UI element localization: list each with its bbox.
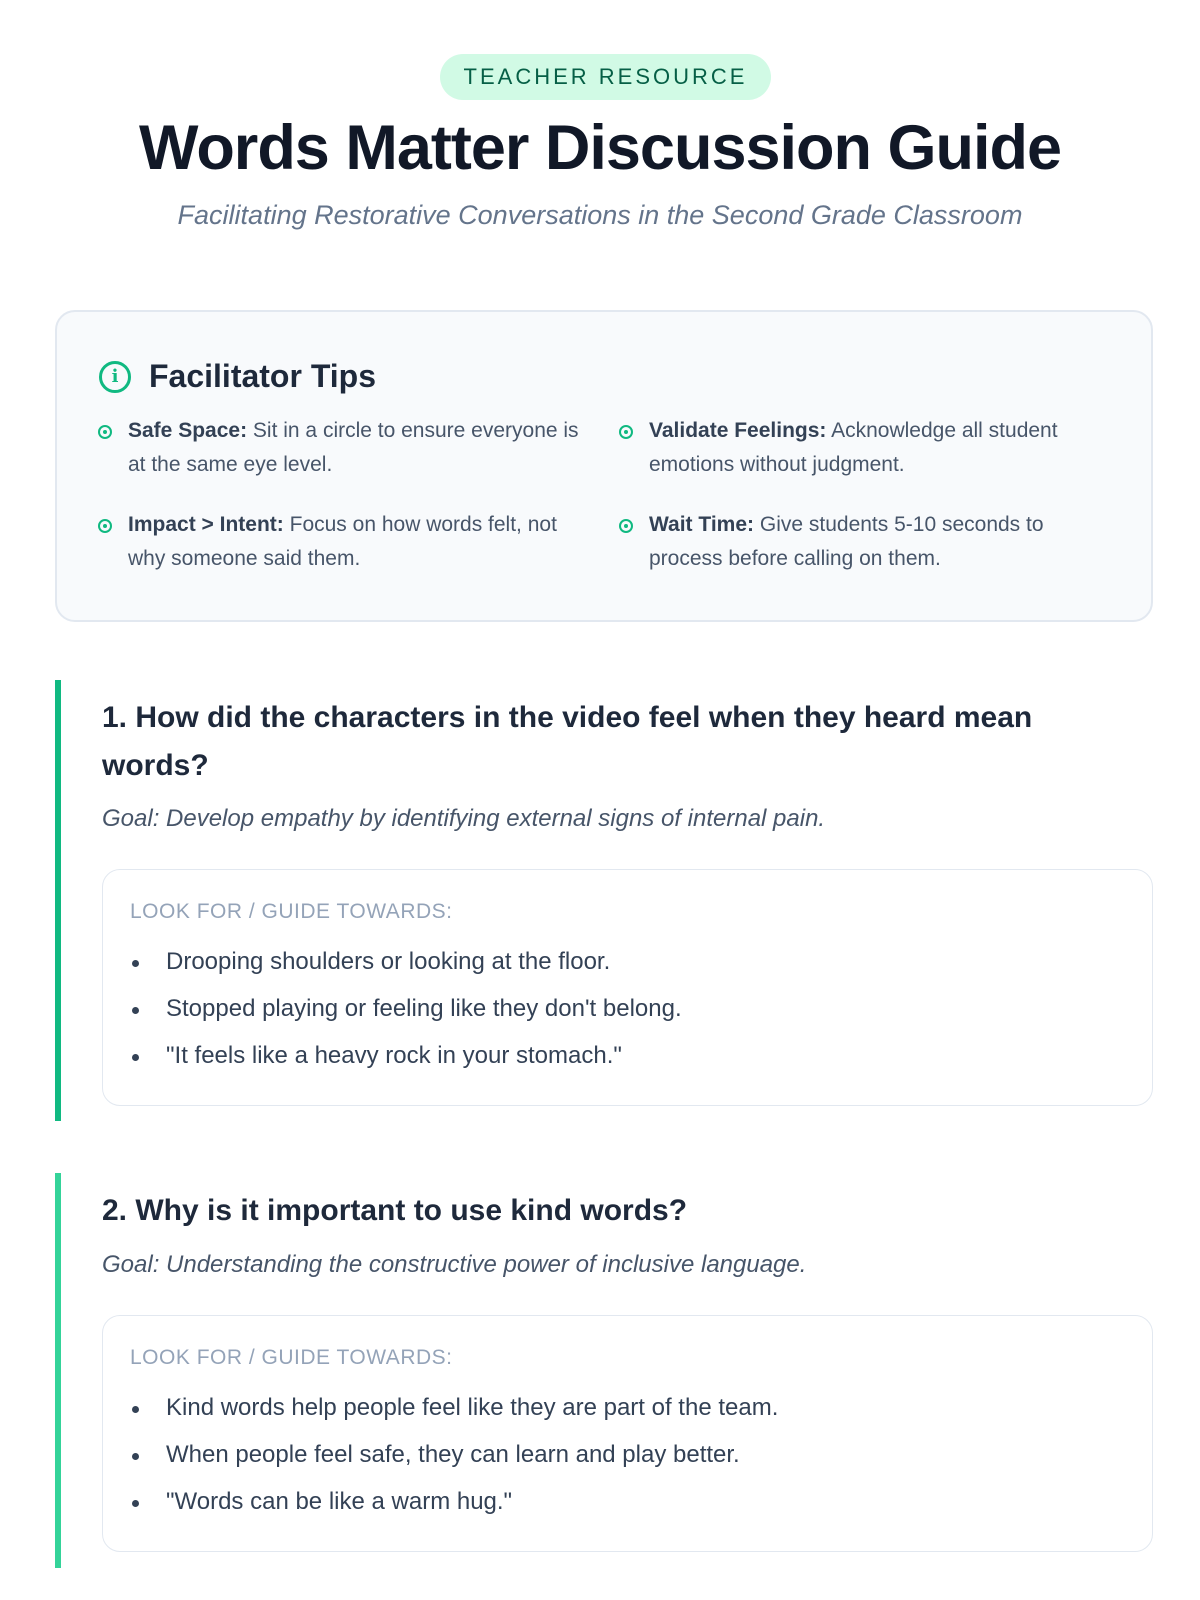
tip-text: Acknowledge all student emotions without judgment. [649, 419, 1058, 476]
look-for-list [103, 946, 682, 1087]
page-subtitle: Facilitating Restorative Conversations in the Second Grade Classroom [177, 200, 1023, 230]
page-title: Words Matter Discussion Guide [139, 113, 1061, 183]
list-item: "Words can be like a warm hug." [103, 1486, 778, 1533]
tip-label: Impact > Intent: [128, 513, 284, 536]
look-for-label: LOOK FOR / GUIDE TOWARDS: [130, 900, 453, 923]
question-accent-bar [55, 1173, 61, 1568]
question-2-section [55, 1173, 1153, 1568]
list-item: Drooping shoulders or looking at the floor. [103, 946, 682, 993]
question-text: 1. How did the characters in the video feel when they heard mean words? [102, 701, 1033, 782]
bullet-target-icon [619, 519, 633, 533]
look-for-box [102, 1315, 1153, 1552]
info-icon: i [99, 361, 131, 393]
teacher-resource-badge: TEACHER RESOURCE [440, 54, 771, 100]
tips-title: Facilitator Tips [149, 358, 377, 394]
list-item: "It feels like a heavy rock in your stomach." [103, 1040, 682, 1087]
tip-label: Validate Feelings: [649, 419, 827, 442]
question-goal: Goal: Develop empathy by identifying external signs of internal pain. [102, 805, 826, 832]
question-text: 2. Why is it important to use kind words? [102, 1194, 688, 1227]
tip-label: Safe Space: [128, 419, 248, 442]
facilitator-tips-card [55, 310, 1153, 622]
tip-text: Focus on how words felt, not why someone said them. [128, 513, 557, 570]
tip-safe-space [128, 414, 598, 482]
tips-header [99, 358, 376, 395]
bullet-target-icon [98, 519, 112, 533]
tip-validate-feelings [649, 414, 1119, 482]
question-accent-bar [55, 680, 61, 1121]
tip-impact-intent [128, 508, 598, 576]
look-for-box [102, 869, 1153, 1106]
bullet-target-icon [98, 425, 112, 439]
bullet-target-icon [619, 425, 633, 439]
tip-text: Sit in a circle to ensure everyone is at the same eye level. [128, 419, 579, 476]
question-goal: Goal: Understanding the constructive power of inclusive language. [102, 1251, 807, 1278]
tip-label: Wait Time: [649, 513, 755, 536]
list-item: Stopped playing or feeling like they don't belong. [103, 993, 682, 1040]
list-item: When people feel safe, they can learn and play better. [103, 1439, 778, 1486]
list-item: Kind words help people feel like they are part of the team. [103, 1392, 778, 1439]
look-for-label: LOOK FOR / GUIDE TOWARDS: [130, 1346, 453, 1369]
look-for-list [103, 1392, 778, 1533]
tip-text: Give students 5-10 seconds to process before calling on them. [649, 513, 1044, 570]
tip-wait-time [649, 508, 1119, 576]
question-1-section [55, 680, 1153, 1121]
